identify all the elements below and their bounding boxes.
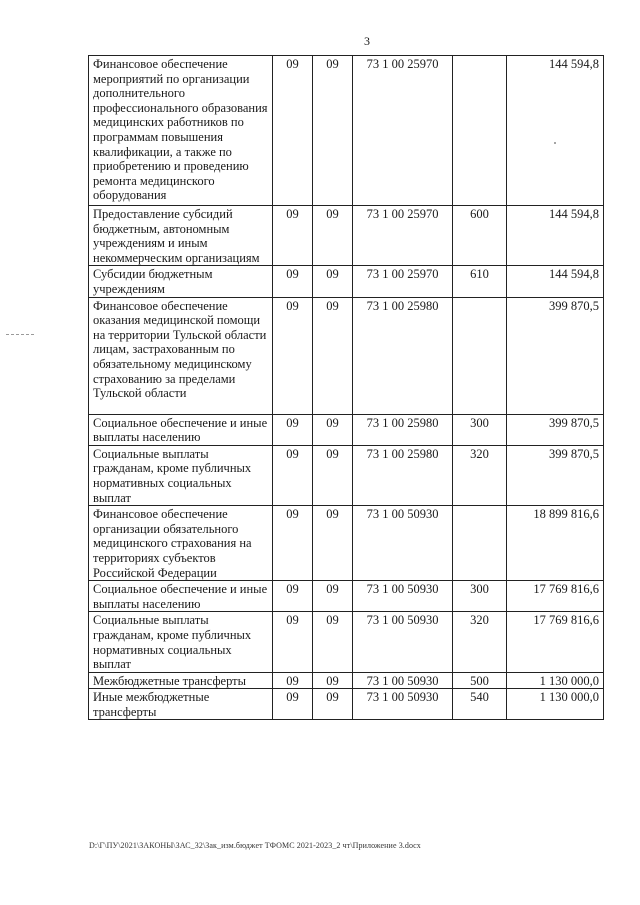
row-section: 09 <box>273 266 313 297</box>
scan-speck <box>554 142 556 144</box>
row-section: 09 <box>273 56 313 206</box>
row-expense-type: 600 <box>453 206 507 266</box>
row-section: 09 <box>273 414 313 445</box>
table-row <box>89 612 604 672</box>
row-target-article: 73 1 00 50930 <box>353 506 453 581</box>
row-target-article: 73 1 00 25970 <box>353 266 453 297</box>
table-row <box>89 266 604 297</box>
row-sum: 17 769 816,6 <box>507 581 604 612</box>
table-row <box>89 414 604 445</box>
row-subsection: 09 <box>313 506 353 581</box>
row-name: Социальные выплаты гражданам, кроме публичных нормативных социальных выплат <box>89 612 273 672</box>
row-expense-type: 300 <box>453 414 507 445</box>
row-expense-type: 500 <box>453 672 507 689</box>
table-row <box>89 689 604 720</box>
row-target-article: 73 1 00 25970 <box>353 56 453 206</box>
table-row <box>89 297 604 414</box>
row-expense-type: 610 <box>453 266 507 297</box>
row-section: 09 <box>273 297 313 414</box>
row-expense-type: 320 <box>453 612 507 672</box>
table-row <box>89 206 604 266</box>
row-section: 09 <box>273 581 313 612</box>
row-expense-type: 300 <box>453 581 507 612</box>
row-section: 09 <box>273 206 313 266</box>
row-sum: 1 130 000,0 <box>507 689 604 720</box>
row-name: Социальные выплаты гражданам, кроме публичных нормативных социальных выплат <box>89 445 273 505</box>
row-target-article: 73 1 00 50930 <box>353 581 453 612</box>
row-name: Социальное обеспечение и иные выплаты населению <box>89 581 273 612</box>
row-name: Финансовое обеспечение организации обязательного медицинского страхования на территориях субъектов Российской Федерации <box>89 506 273 581</box>
row-name: Межбюджетные трансферты <box>89 672 273 689</box>
row-target-article: 73 1 00 25980 <box>353 297 453 414</box>
row-sum: 144 594,8 <box>507 206 604 266</box>
table-row <box>89 581 604 612</box>
row-sum: 144 594,8 <box>507 266 604 297</box>
row-name: Финансовое обеспечение мероприятий по организации дополнительного профессионального образования медицинских работников по программам повышения квалификации, а также по приобретению и проведению ремонта медицинского оборудования <box>89 56 273 206</box>
row-subsection: 09 <box>313 414 353 445</box>
row-section: 09 <box>273 612 313 672</box>
row-expense-type <box>453 506 507 581</box>
row-name: Финансовое обеспечение оказания медицинской помощи на территории Тульской области лицам, застрахованным по обязательному медицинскому страхованию за пределами Тульской области <box>89 297 273 414</box>
row-subsection: 09 <box>313 297 353 414</box>
row-expense-type <box>453 297 507 414</box>
row-sum: 1 130 000,0 <box>507 672 604 689</box>
scan-artifact <box>6 334 34 337</box>
row-subsection: 09 <box>313 206 353 266</box>
row-subsection: 09 <box>313 56 353 206</box>
row-expense-type <box>453 56 507 206</box>
row-subsection: 09 <box>313 581 353 612</box>
table-row <box>89 445 604 505</box>
row-subsection: 09 <box>313 612 353 672</box>
row-subsection: 09 <box>313 689 353 720</box>
table-row <box>89 56 604 206</box>
row-subsection: 09 <box>313 672 353 689</box>
row-name: Иные межбюджетные трансферты <box>89 689 273 720</box>
row-name: Социальное обеспечение и иные выплаты населению <box>89 414 273 445</box>
row-subsection: 09 <box>313 266 353 297</box>
row-sum: 399 870,5 <box>507 297 604 414</box>
row-name: Субсидии бюджетным учреждениям <box>89 266 273 297</box>
row-section: 09 <box>273 445 313 505</box>
row-target-article: 73 1 00 25980 <box>353 445 453 505</box>
row-target-article: 73 1 00 50930 <box>353 689 453 720</box>
page-number: 3 <box>364 34 370 48</box>
row-target-article: 73 1 00 25980 <box>353 414 453 445</box>
row-sum: 17 769 816,6 <box>507 612 604 672</box>
budget-table <box>88 55 604 720</box>
row-target-article: 73 1 00 50930 <box>353 612 453 672</box>
table-row <box>89 672 604 689</box>
row-sum: 399 870,5 <box>507 445 604 505</box>
row-sum: 144 594,8 <box>507 56 604 206</box>
row-target-article: 73 1 00 50930 <box>353 672 453 689</box>
row-sum: 18 899 816,6 <box>507 506 604 581</box>
row-expense-type: 320 <box>453 445 507 505</box>
row-name: Предоставление субсидий бюджетным, автономным учреждениям и иным некоммерческим организациям <box>89 206 273 266</box>
row-expense-type: 540 <box>453 689 507 720</box>
row-subsection: 09 <box>313 445 353 505</box>
row-target-article: 73 1 00 25970 <box>353 206 453 266</box>
table-row <box>89 506 604 581</box>
row-section: 09 <box>273 672 313 689</box>
row-section: 09 <box>273 689 313 720</box>
row-section: 09 <box>273 506 313 581</box>
footer-file-path: D:\Г\ПУ\2021\ЗАКОНЫ\ЗАС_32\Зак_изм.бюджет ТФОМС 2021-2023_2 чт\Приложение 3.docx <box>89 841 421 850</box>
row-sum: 399 870,5 <box>507 414 604 445</box>
